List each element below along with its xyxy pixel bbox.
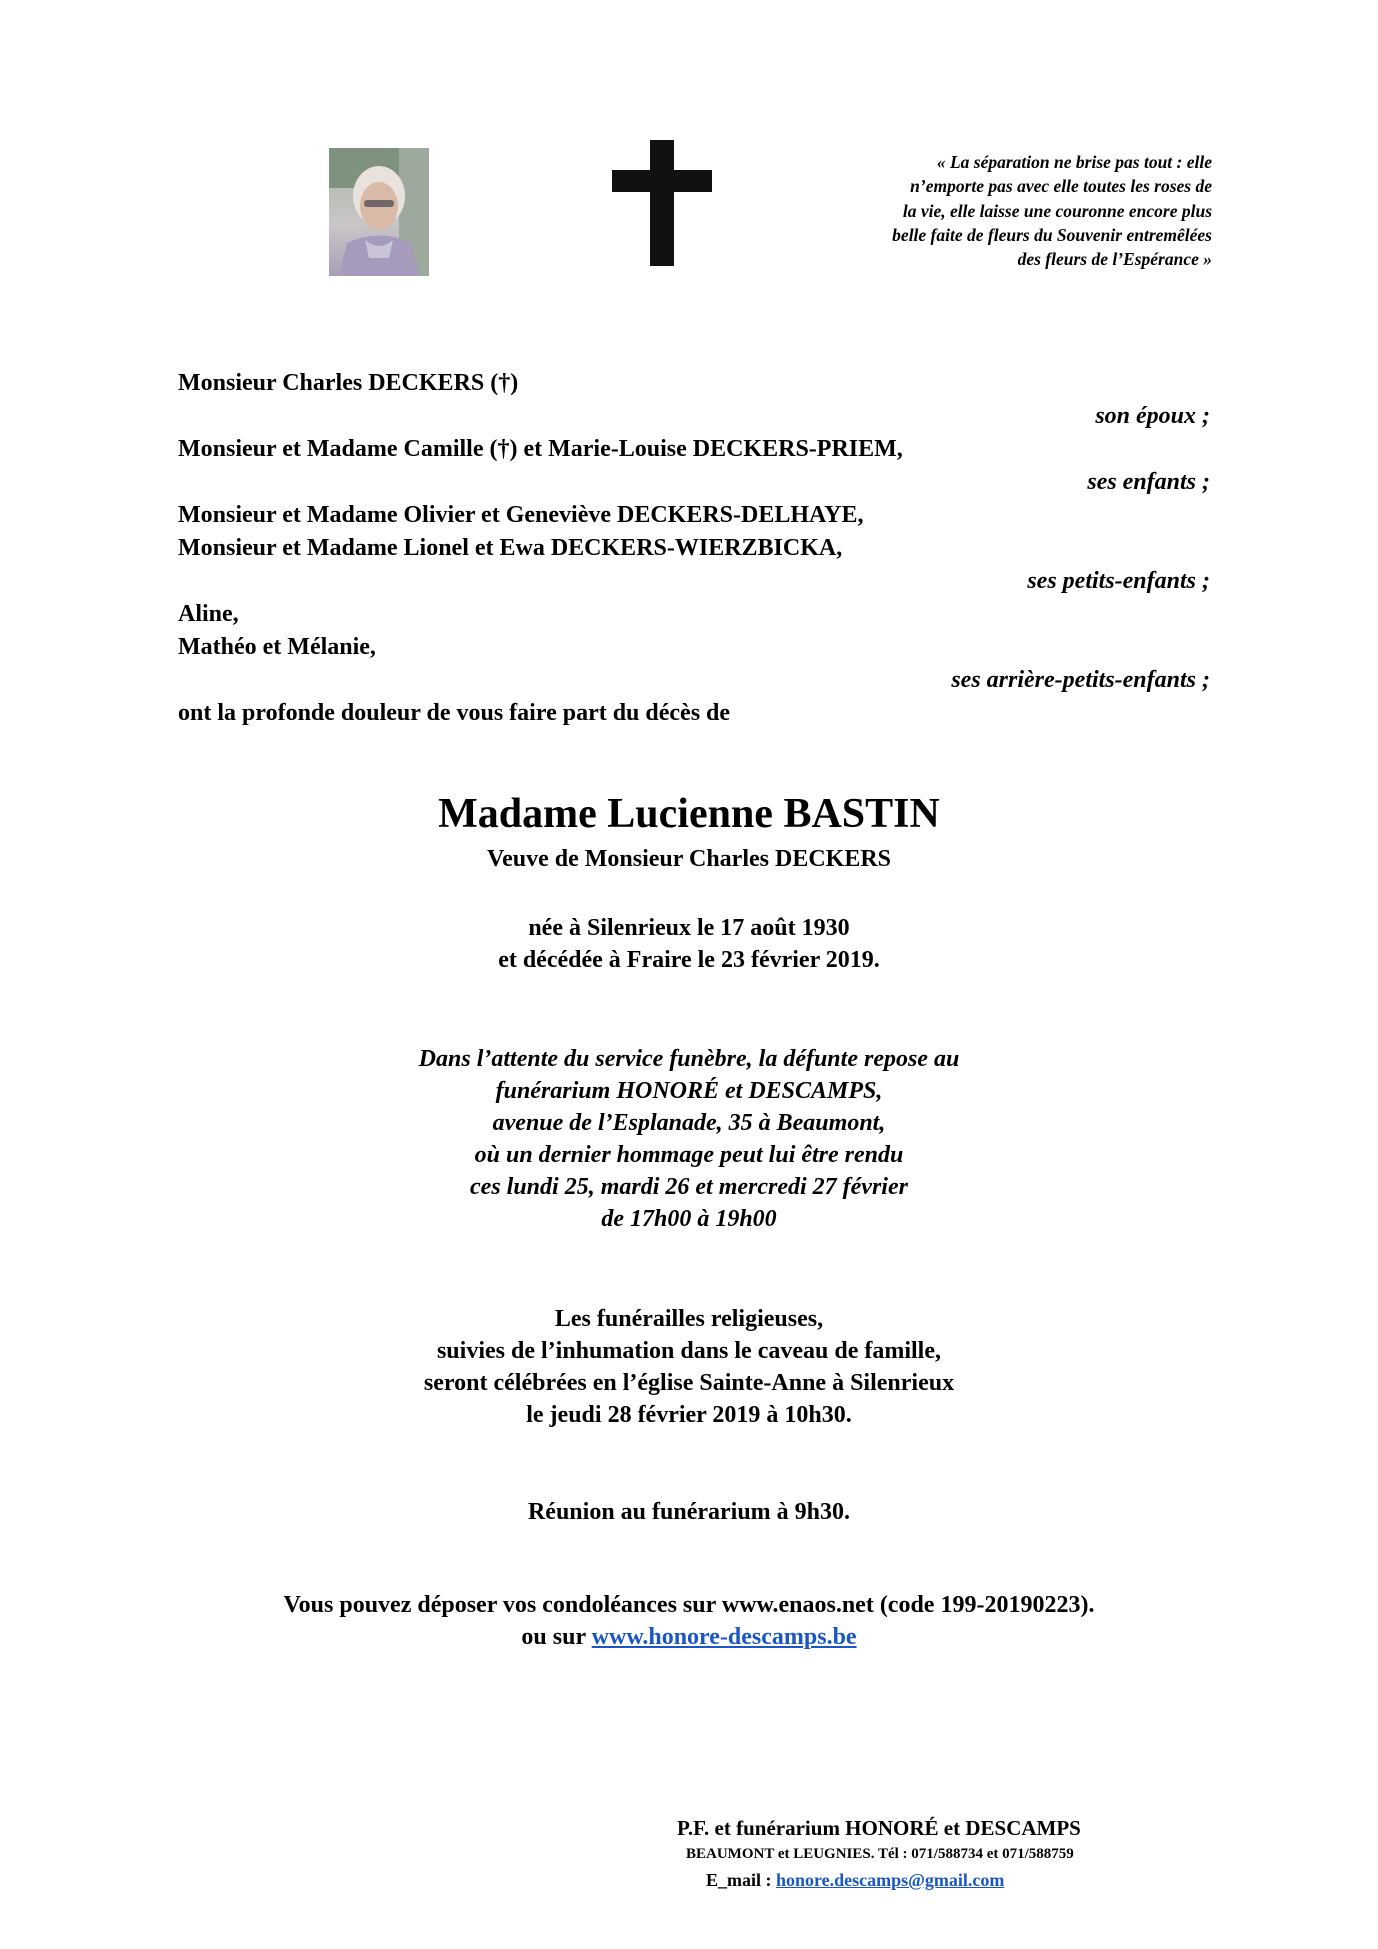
visitation-line: de 17h00 à 19h00 bbox=[601, 1206, 777, 1232]
grandchildren-relation: ses petits-enfants ; bbox=[1027, 568, 1210, 594]
quote-block bbox=[820, 150, 1212, 271]
quote-line: belle faite de fleurs du Souvenir entremêlées bbox=[892, 224, 1212, 245]
visitation-line: ces lundi 25, mardi 26 et mercredi 27 février bbox=[470, 1174, 908, 1200]
email-link[interactable]: honore.descamps@gmail.com bbox=[776, 1870, 1005, 1890]
children-name: Monsieur et Madame Camille (†) et Marie-Louise DECKERS-PRIEM, bbox=[178, 436, 903, 462]
deceased-name: Madame Lucienne BASTIN bbox=[438, 791, 940, 837]
widow-of: Veuve de Monsieur Charles DECKERS bbox=[486, 846, 892, 872]
funeral-line: suivies de l’inhumation dans le caveau de famille, bbox=[436, 1338, 942, 1364]
quote-line: n’emporte pas avec elle toutes les roses de bbox=[910, 176, 1212, 197]
condolences-link-line bbox=[0, 1621, 1378, 1653]
great-grandchildren-relation: ses arrière-petits-enfants ; bbox=[951, 667, 1210, 693]
funeral-line: seront célébrées en l’église Sainte-Anne à Silenrieux bbox=[423, 1370, 955, 1396]
visitation-line: avenue de l’Esplanade, 35 à Beaumont, bbox=[492, 1110, 886, 1136]
spouse-name: Monsieur Charles DECKERS (†) bbox=[178, 370, 519, 396]
condolences-line: Vous pouvez déposer vos condoléances sur www.enaos.net (code 199-20190223). bbox=[283, 1592, 1095, 1618]
quote-line: « La séparation ne brise pas tout : elle bbox=[936, 152, 1212, 172]
spouse-relation: son époux ; bbox=[1095, 403, 1210, 429]
grandchild-name: Monsieur et Madame Olivier et Geneviève DECKERS-DELHAYE, bbox=[178, 502, 864, 528]
email-label: E_mail : bbox=[706, 1870, 776, 1890]
great-grandchild-name: Mathéo et Mélanie, bbox=[178, 634, 376, 660]
birth-info: née à Silenrieux le 17 août 1930 bbox=[528, 915, 850, 941]
funeral-block bbox=[0, 1303, 1378, 1431]
company-name: P.F. et funérarium HONORÉ et DESCAMPS bbox=[677, 1816, 1081, 1840]
portrait-photo bbox=[329, 148, 429, 276]
visitation-block bbox=[0, 1043, 1378, 1235]
quote-line: la vie, elle laisse une couronne encore plus bbox=[902, 200, 1212, 221]
website-link[interactable]: www.honore-descamps.be bbox=[591, 1624, 857, 1650]
great-grandchild-name: Aline, bbox=[178, 601, 239, 627]
grandchild-name: Monsieur et Madame Lionel et Ewa DECKERS-WIERZBICKA, bbox=[178, 535, 843, 561]
company-address: BEAUMONT et LEUGNIES. Tél : 071/588734 et 071/588759 bbox=[686, 1846, 1074, 1862]
children-relation: ses enfants ; bbox=[1087, 469, 1210, 495]
funeral-line: le jeudi 28 février 2019 à 10h30. bbox=[526, 1402, 852, 1428]
visitation-line: où un dernier hommage peut lui être rendu bbox=[474, 1142, 904, 1168]
funeral-line: Les funérailles religieuses, bbox=[554, 1306, 824, 1332]
cross-icon bbox=[612, 140, 712, 270]
death-info: et décédée à Fraire le 23 février 2019. bbox=[498, 947, 880, 973]
meeting-info: Réunion au funérarium à 9h30. bbox=[527, 1499, 851, 1525]
quote-line: des fleurs de l’Espérance » bbox=[1017, 249, 1212, 270]
visitation-line: Dans l’attente du service funèbre, la défunte repose au bbox=[418, 1046, 960, 1072]
visitation-line: funérarium HONORÉ et DESCAMPS, bbox=[495, 1078, 883, 1104]
portrait-illustration bbox=[329, 148, 429, 276]
condolences-prefix: ou sur bbox=[521, 1624, 592, 1650]
email-line bbox=[706, 1870, 1004, 1891]
announcement-text: ont la profonde douleur de vous faire part du décès de bbox=[178, 700, 731, 726]
